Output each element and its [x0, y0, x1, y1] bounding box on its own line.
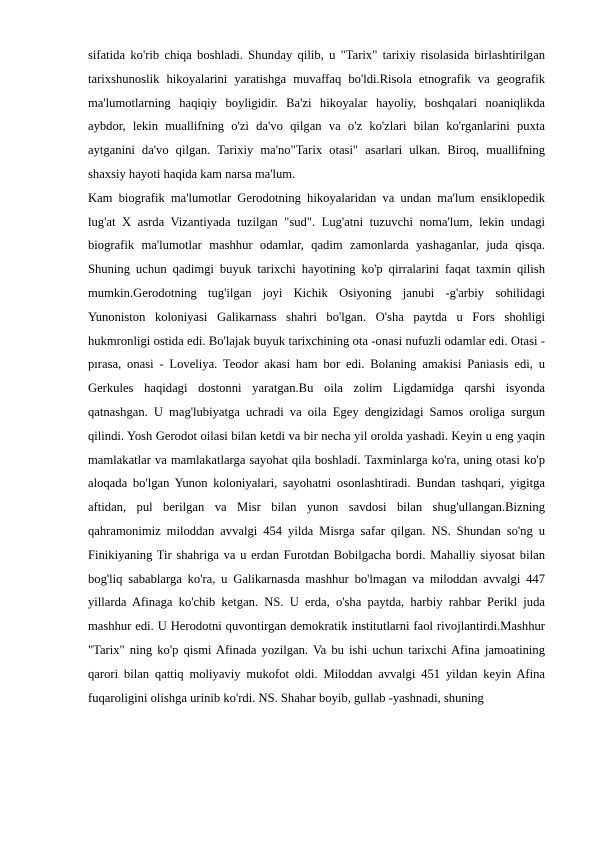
paragraph-1: sifatida ko'rib chiqa boshladi. Shunday qilib, u "Tarix" tarixiy risolasida birlashtirilgan tarixshunoslik hikoyalarini yaratishga muvaffaq bo'ldi.Risola etnografik va geografik ma'lumotlarning haqiqiy boyligidir. Ba'zi hikoyalar hayoliy, boshqalari noaniqlikda aybdor, lekin muallifning o'zi da'vo qilgan va o'z ko'zlari bilan ko'rganlarini puxta aytganini da'vo qilgan. Tarixiy ma'no"Tarix otasi" asarlari ulkan. Biroq, muallifning shaxsiy hayoti haqida kam narsa ma'lum.: [88, 48, 545, 181]
paragraph-2: Kam biografik ma'lumotlar Gerodotning hikoyalaridan va undan ma'lum ensiklopedik lug'at X asrda Vizantiyada tuzilgan "sud". Lug'atni tuzuvchi noma'lum, lekin undagi biografik ma'lumotlar mashhur odamlar, qadim zamonlarda yashaganlar, juda qisqa. Shuning uchun qadimgi buyuk tarixchi hayotining ko'p qirralarini faqat taxmin qilish mumkin.Gerodotning tug'ilgan joyi Kichik Osiyoning janubi -g'arbiy sohilidagi Yunoniston koloniyasi Galikarnass shahri bo'lgan. O'sha paytda u Fors shohligi hukmronligi ostida edi. Bo'lajak buyuk tarixchining ota -onasi nufuzli odamlar edi. Otasi - pırasa, onasi - Loveliya. Teodor akasi ham bor edi. Bolaning amakisi Paniasis edi, u Gerkules haqidagi dostonni yaratgan.Bu oila zolim Ligdamidga qarshi isyonda qatnashgan. U mag'lubiyatga uchradi va oila Egey dengizidagi Samos oroliga surgun qilindi. Yosh Gerodot oilasi bilan ketdi va bir necha yil orolda yashadi. Keyin u eng yaqin mamlakatlar va mamlakatlarga sayohat qila boshladi. Taxminlarga ko'ra, uning otasi ko'p aloqada bo'lgan Yunon koloniyalari, sayohatni osonlashtiradi. Bundan tashqari, yigitga aftidan, pul berilgan va Misr bilan yunon savdosi bilan shug'ullangan.Bizning qahramonimiz miloddan avvalgi 454 yilda Misrga safar qilgan. NS. Shundan so'ng u Finikiyaning Tir shahriga va u erdan Furotdan Bobilgacha bordi. Mahalliy siyosat bilan bog'liq sabablarga ko'ra, u Galikarnasda mashhur bo'lmagan va miloddan avvalgi 447 yillarda Afinaga ko'chib ketgan. NS. U erda, o'sha paytda, harbiy rahbar Perikl juda mashhur edi. U Herodotni quvontirgan demokratik institutlarni faol rivojlantirdi.Mashhur "Tarix" ning ko'p qismi Afinada yozilgan. Va bu ishi uchun tarixchi Afina jamoatining qarori bilan qattiq moliyaviy mukofot oldi. Miloddan avvalgi 451 yildan keyin Afina fuqaroligini olishga urinib ko'rdi. NS. Shahar boyib, gullab -yashnadi, shuning: [88, 190, 545, 705]
body-text: [88, 44, 545, 710]
